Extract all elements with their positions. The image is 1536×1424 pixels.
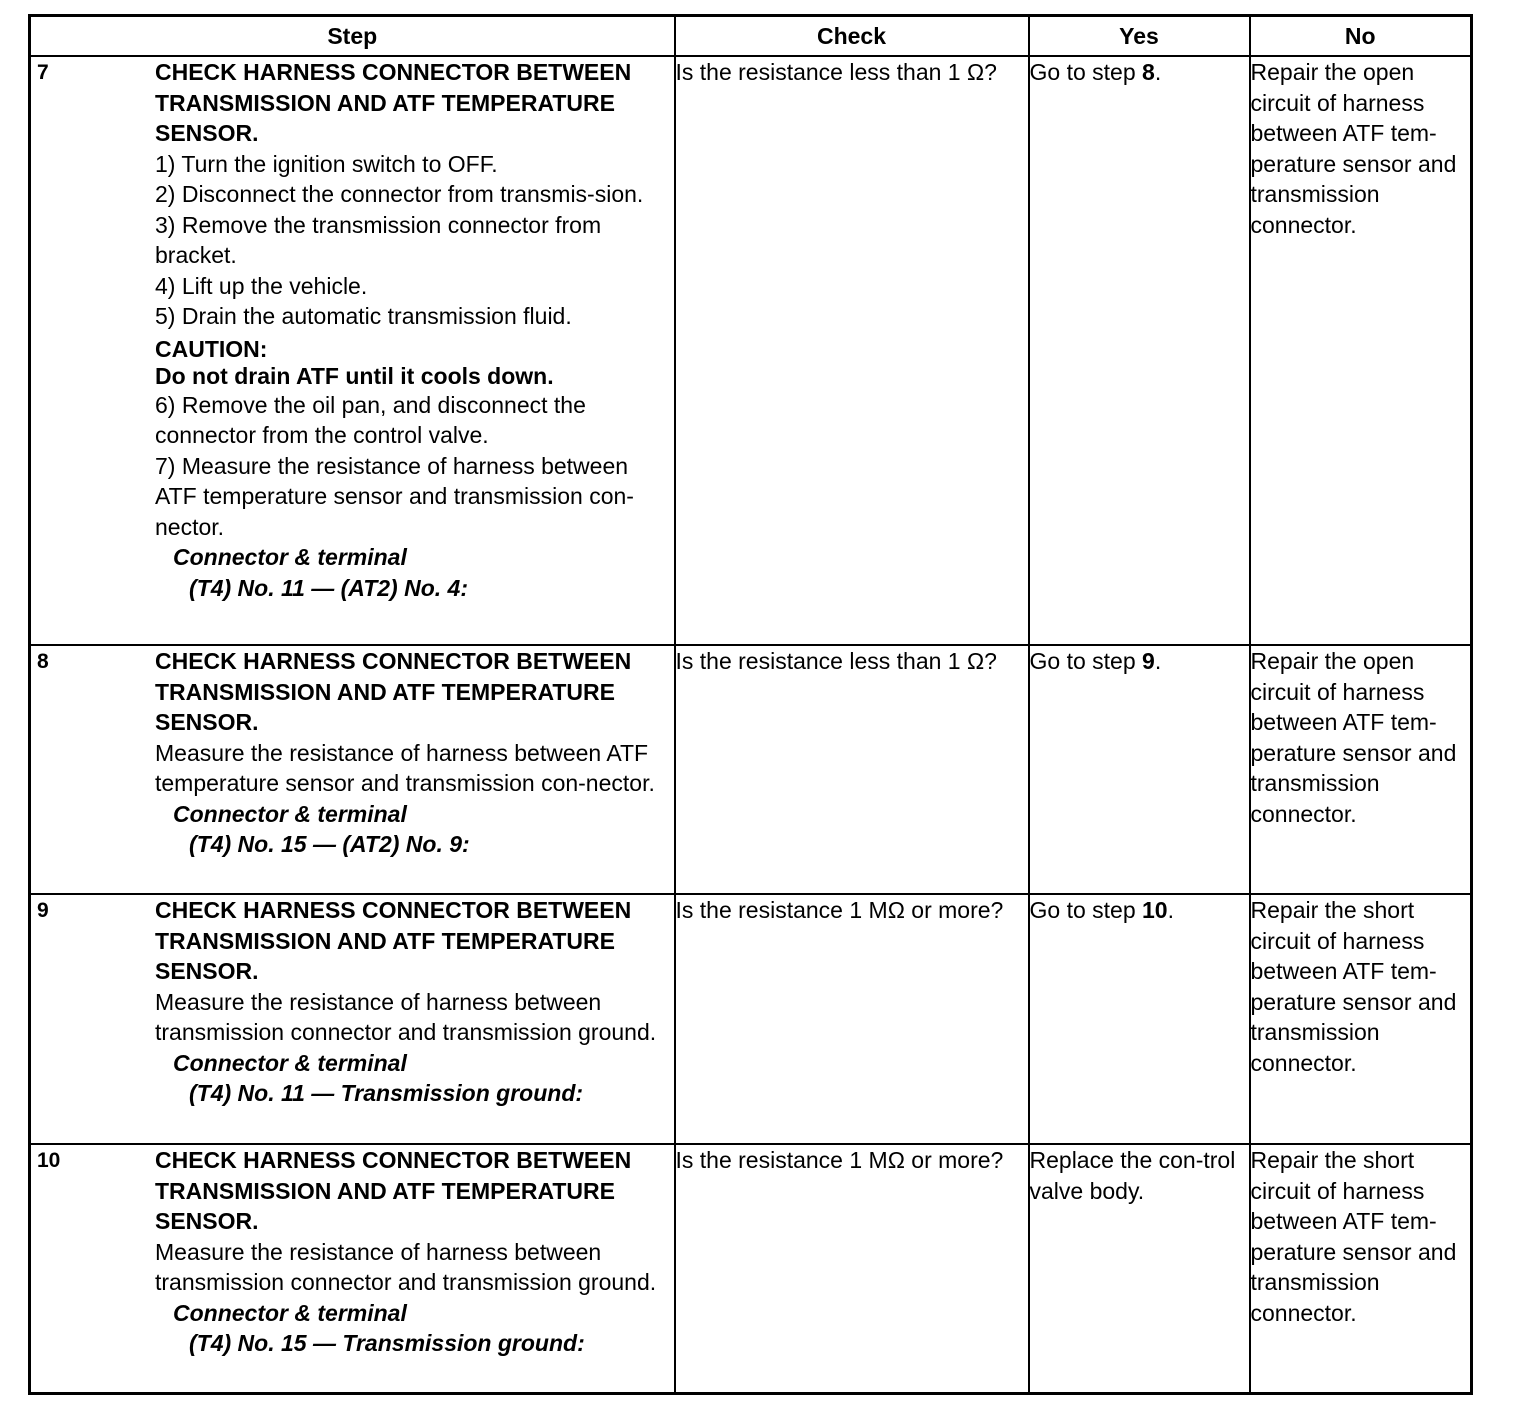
header-yes: Yes	[1029, 16, 1250, 57]
diagnostic-table	[28, 14, 1473, 1395]
step-title: CHECK HARNESS CONNECTOR BETWEEN TRANSMISSION AND ATF TEMPERATURE SENSOR.	[155, 1147, 632, 1234]
substep: 7) Measure the resistance of harness between ATF temperature sensor and transmission con-nector.	[155, 452, 634, 540]
table-row	[30, 1144, 1472, 1393]
connector-terminal-label: Connector & terminal	[173, 1049, 407, 1076]
yes-cell	[1029, 645, 1250, 894]
check-cell: Is the resistance 1 MΩ or more?	[675, 894, 1029, 1144]
substep: 6) Remove the oil pan, and disconnect the connector from the control valve.	[155, 391, 586, 448]
step-cell	[30, 56, 675, 645]
yes-suffix: .	[1154, 59, 1162, 85]
check-cell: Is the resistance less than 1 Ω?	[675, 645, 1029, 894]
header-no: No	[1250, 16, 1472, 57]
step-title: CHECK HARNESS CONNECTOR BETWEEN TRANSMISSION AND ATF TEMPERATURE SENSOR.	[155, 59, 632, 146]
connector-terminal-label: Connector & terminal	[173, 1299, 407, 1326]
substep: 2) Disconnect the connector from transmis-sion.	[155, 181, 644, 207]
step-title: CHECK HARNESS CONNECTOR BETWEEN TRANSMISSION AND ATF TEMPERATURE SENSOR.	[155, 648, 632, 735]
step-number: 10	[37, 1149, 61, 1172]
header-row	[30, 16, 1472, 57]
yes-step-ref: 10	[1142, 897, 1168, 923]
connector-terminal-value: (T4) No. 11 — (AT2) No. 4:	[189, 574, 468, 601]
connector-terminal-value: (T4) No. 15 — Transmission ground:	[189, 1330, 585, 1356]
no-cell: Repair the short circuit of harness between ATF tem-perature sensor and transmission connector.	[1250, 894, 1472, 1144]
table-row	[30, 56, 1472, 645]
substep: 4) Lift up the vehicle.	[155, 272, 368, 299]
substep: 5) Drain the automatic transmission fluid.	[155, 303, 572, 329]
yes-step-ref: 9	[1142, 648, 1155, 674]
yes-prefix: Go to step	[1029, 648, 1143, 674]
no-cell: Repair the open circuit of harness between ATF tem-perature sensor and transmission connector.	[1250, 56, 1472, 645]
yes-prefix: Go to step	[1029, 59, 1143, 85]
step-body: Measure the resistance of harness between transmission connector and transmission ground.	[155, 988, 657, 1045]
header-step: Step	[30, 16, 675, 57]
connector-terminal-label: Connector & terminal	[173, 800, 407, 827]
yes-suffix: .	[1154, 648, 1162, 674]
caution-label: CAUTION:	[155, 335, 268, 362]
check-cell: Is the resistance less than 1 Ω?	[675, 56, 1029, 645]
step-number: 8	[37, 650, 49, 673]
table-row	[30, 894, 1472, 1144]
yes-suffix: .	[1167, 897, 1174, 923]
substep: 3) Remove the transmission connector from bracket.	[155, 211, 602, 268]
step-body: Measure the resistance of harness between ATF temperature sensor and transmission con-nector.	[155, 739, 655, 796]
substep: 1) Turn the ignition switch to OFF.	[155, 150, 498, 177]
no-cell: Repair the open circuit of harness between ATF tem-perature sensor and transmission connector.	[1250, 645, 1472, 894]
connector-terminal-value: (T4) No. 15 — (AT2) No. 9:	[189, 831, 470, 857]
caution-text: Do not drain ATF until it cools down.	[155, 362, 554, 389]
no-cell: Repair the short circuit of harness between ATF tem-perature sensor and transmission connector.	[1250, 1144, 1472, 1393]
yes-step-ref: 8	[1142, 59, 1155, 85]
yes-cell	[1029, 56, 1250, 645]
connector-terminal-value: (T4) No. 11 — Transmission ground:	[189, 1080, 584, 1106]
step-cell	[30, 645, 675, 894]
check-cell: Is the resistance 1 MΩ or more?	[675, 1144, 1029, 1393]
step-number: 9	[37, 899, 49, 922]
step-number: 7	[37, 61, 49, 84]
table-row	[30, 645, 1472, 894]
yes-cell	[1029, 894, 1250, 1144]
step-body: Measure the resistance of harness between transmission connector and transmission ground.	[155, 1238, 657, 1295]
header-check: Check	[675, 16, 1029, 57]
yes-prefix: Go to step	[1029, 897, 1143, 923]
step-title: CHECK HARNESS CONNECTOR BETWEEN TRANSMISSION AND ATF TEMPERATURE SENSOR.	[155, 897, 632, 984]
step-cell	[30, 894, 675, 1144]
connector-terminal-label: Connector & terminal	[173, 544, 407, 570]
step-cell	[30, 1144, 675, 1393]
yes-cell: Replace the con-trol valve body.	[1029, 1144, 1250, 1393]
